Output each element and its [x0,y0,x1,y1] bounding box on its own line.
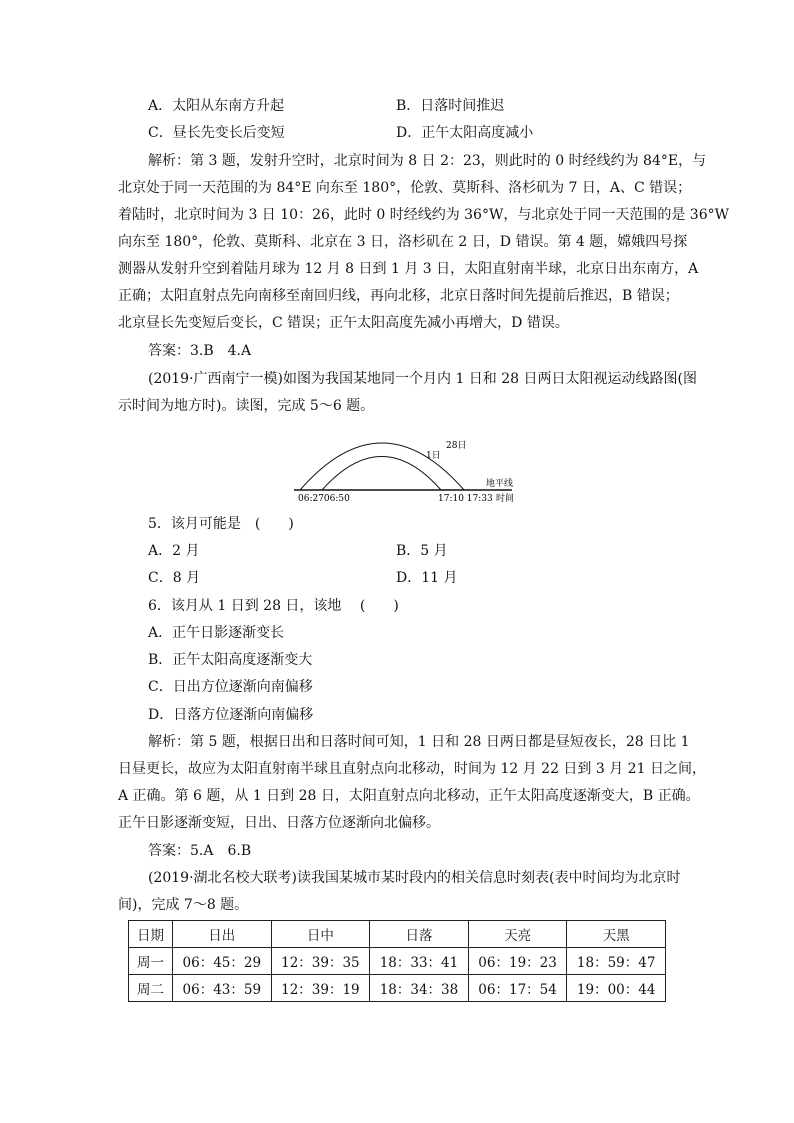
table-header: 天黑 [567,921,666,948]
q5-option-d: D．11 月 [396,570,458,586]
table-cell: 06：17：54 [468,975,567,1002]
table-cell: 06：43：59 [173,975,272,1002]
table-cell: 06：19：23 [468,948,567,975]
table-cell: 12：39：19 [271,975,370,1002]
q6-option-a: A．正午日影逐渐变长 [148,625,285,641]
analysis-line: 北京昼长先变短后变长，C 错误；正午太阳高度先减小再增大，D 错误。 [118,315,569,331]
intro-line: (2019·广西南宁一模)如图为我国某地同一个月内 1 日和 28 日两日太阳视运动线路图(图 [148,371,697,387]
intro-line: (2019·湖北名校大联考)读我国某城市某时段内的相关信息时刻表(表中时间均为北京时 [148,870,681,886]
intro-line: 示时间为地方时)。读图，完成 5～6 题。 [118,398,375,414]
q6-option-c: C．日出方位逐渐向南偏移 [148,679,313,695]
option-c: C．昼长先变长后变短 [148,125,285,141]
tick-right: 17:10 17:33 [438,494,493,504]
table-header: 日落 [370,921,469,948]
q5-option-c: C．8 月 [148,570,201,586]
table-row [129,948,666,975]
table-cell: 19：00：44 [567,975,666,1002]
analysis-line: 解析：第 5 题，根据日出和日落时间可知，1 日和 28 日两日都是昼短夜长，28 日比 1 [148,734,690,750]
option-b: B．日落时间推迟 [396,98,505,114]
analysis-line: 日昼更长，故应为太阳直射南半球且直射点向北移动，时间为 12 月 22 日到 3 月 21 日之间， [118,761,706,777]
sun-path-1 [322,457,441,491]
table-header: 日出 [173,921,272,948]
q5-option-b: B．5 月 [396,543,448,559]
intro-line: 间)，完成 7～8 题。 [118,897,249,913]
table-row [129,975,666,1002]
horizon-label: 地平线 [486,479,514,489]
analysis-line: 向东至 180°，伦敦、莫斯科、北京在 3 日，洛杉矶在 2 日，D 错误。第 4 题，嫦娥四号探 [118,234,688,250]
answer-3-4: 答案：3.B 4.A [148,343,252,359]
q6-option-b: B．正午太阳高度逐渐变大 [148,652,313,668]
answer-5-6: 答案：5.A 6.B [148,843,252,859]
table-header: 天亮 [468,921,567,948]
table-cell: 周一 [129,948,173,975]
time-label: 时间 [496,494,515,504]
option-a: A．太阳从东南方升起 [148,98,285,114]
table-header: 日期 [129,921,173,948]
label-28: 28日 [446,441,467,451]
q5-option-a: A．2 月 [148,543,200,559]
table-cell: 12：39：35 [271,948,370,975]
table-header-row [129,921,666,948]
q6-option-d: D．日落方位逐渐向南偏移 [148,707,314,723]
analysis-line: 解析：第 3 题，发射升空时，北京时间为 8 日 2：23，则此时的 0 时经线约为 84°E，与 [148,153,707,169]
table-header: 日中 [271,921,370,948]
analysis-line: 北京处于同一天范围的为 84°E 向东至 180°，伦敦、莫斯科、洛杉矶为 7 日，A、C 错误； [118,180,692,196]
time-table [128,920,666,1002]
tick-left: 06:2706:50 [298,494,350,504]
q5-stem: 5．该月可能是 ( ) [148,516,294,532]
q6-stem: 6．该月从 1 日到 28 日，该地 ( ) [148,598,399,614]
analysis-line: 正午日影逐渐变短，日出、日落方位逐渐向北偏移。 [118,815,440,831]
table-cell: 18：59：47 [567,948,666,975]
analysis-line: 正确；太阳直射点先向南移至南回归线，再向北移，北京日落时间先提前后推迟，B 错误； [118,288,679,304]
table-cell: 18：33：41 [370,948,469,975]
option-d: D．正午太阳高度减小 [396,125,534,141]
analysis-line: 测器从发射升空到着陆月球为 12 月 8 日到 1 月 3 日，太阳直射南半球，北京日出东南方，A [118,261,699,277]
analysis-line: 着陆时，北京时间为 3 日 10：26，此时 0 时经线约为 36°W，与北京处于同一天范围的是 36°W [118,207,730,223]
table-cell: 周二 [129,975,173,1002]
table-cell: 06：45：29 [173,948,272,975]
sun-path-figure [290,420,530,504]
label-1: 1日 [426,451,441,461]
analysis-line: A 正确。第 6 题，从 1 日到 28 日，太阳直射点向北移动，正午太阳高度逐渐变大，B 正确。 [118,788,700,804]
table-cell: 18：34：38 [370,975,469,1002]
